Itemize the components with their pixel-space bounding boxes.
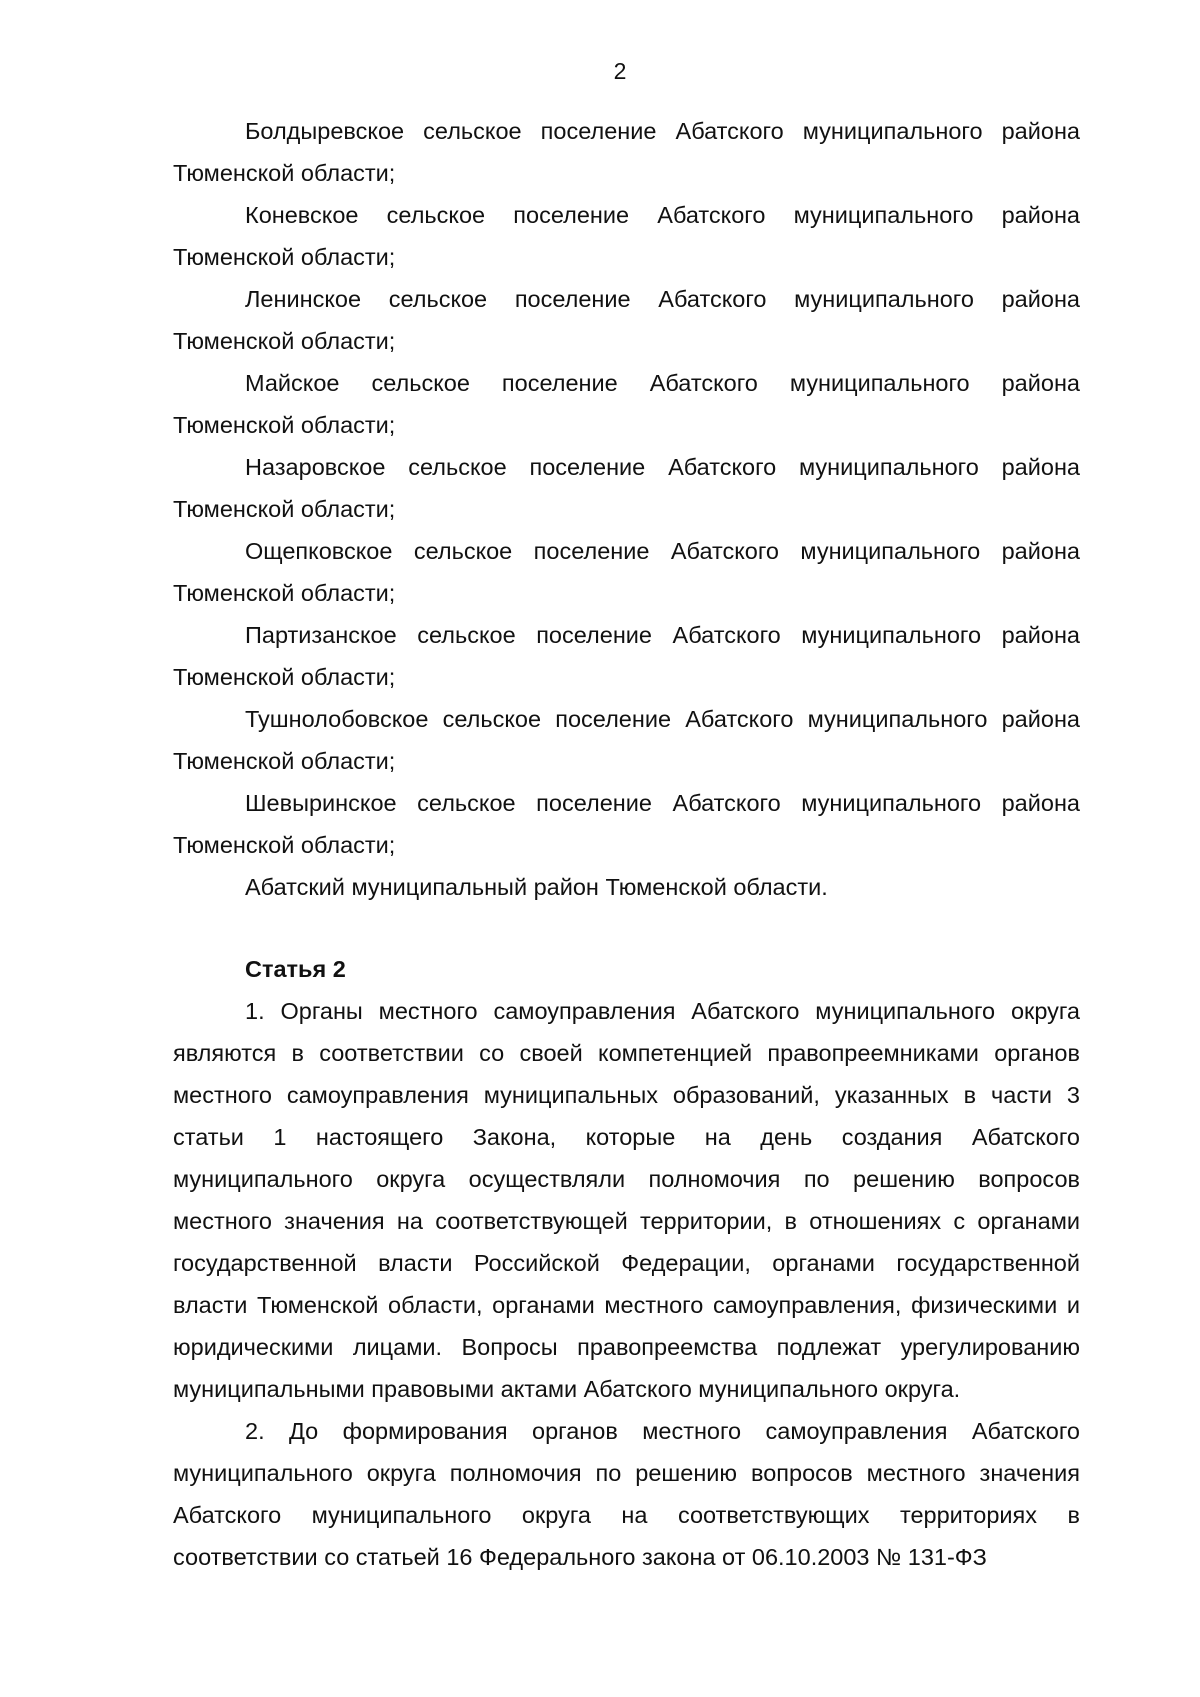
article-paragraph: 1. Органы местного самоуправления Абатского муниципального округа являются в соответствии со своей компетенцией правопреемниками органов местного самоуправления муниципальных образований, указанных в части 3 статьи 1 настоящего Закона, которые на день создания Абатского муниципального округа осуществляли полномочия по решению вопросов местного значения на соответствующей территории, в отношениях с органами государственной власти Российской Федерации, органами государственной власти Тюменской области, органами местного самоуправления, физическими и юридическими лицами. Вопросы правопреемства подлежат урегулированию муниципальными правовыми актами Абатского муниципального округа. (173, 998, 1080, 1402)
document-body (173, 110, 1080, 1578)
list-item: Абатский муниципальный район Тюменской области. (245, 874, 828, 900)
list-item: Ленинское сельское поселение Абатского муниципального района Тюменской области; (173, 286, 1080, 354)
section-spacer (173, 908, 1080, 948)
list-item: Шевыринское сельское поселение Абатского муниципального района Тюменской области; (173, 790, 1080, 858)
list-item: Майское сельское поселение Абатского муниципального района Тюменской области; (173, 370, 1080, 438)
list-item: Партизанское сельское поселение Абатского муниципального района Тюменской области; (173, 622, 1080, 690)
list-item: Болдыревское сельское поселение Абатского муниципального района Тюменской области; (173, 118, 1080, 186)
list-item: Коневское сельское поселение Абатского муниципального района Тюменской области; (173, 202, 1080, 270)
list-item: Ощепковское сельское поселение Абатского муниципального района Тюменской области; (173, 538, 1080, 606)
page-number: 2 (613, 58, 627, 84)
list-item: Назаровское сельское поселение Абатского муниципального района Тюменской области; (173, 454, 1080, 522)
list-item: Тушнолобовское сельское поселение Абатского муниципального района Тюменской области; (173, 706, 1080, 774)
article-heading: Статья 2 (245, 956, 346, 982)
article-paragraph: 2. До формирования органов местного самоуправления Абатского муниципального округа полномочия по решению вопросов местного значения Абатского муниципального округа на соответствующих территориях в соответствии со статьей 16 Федерального закона от 06.10.2003 № 131-ФЗ (173, 1418, 1080, 1570)
